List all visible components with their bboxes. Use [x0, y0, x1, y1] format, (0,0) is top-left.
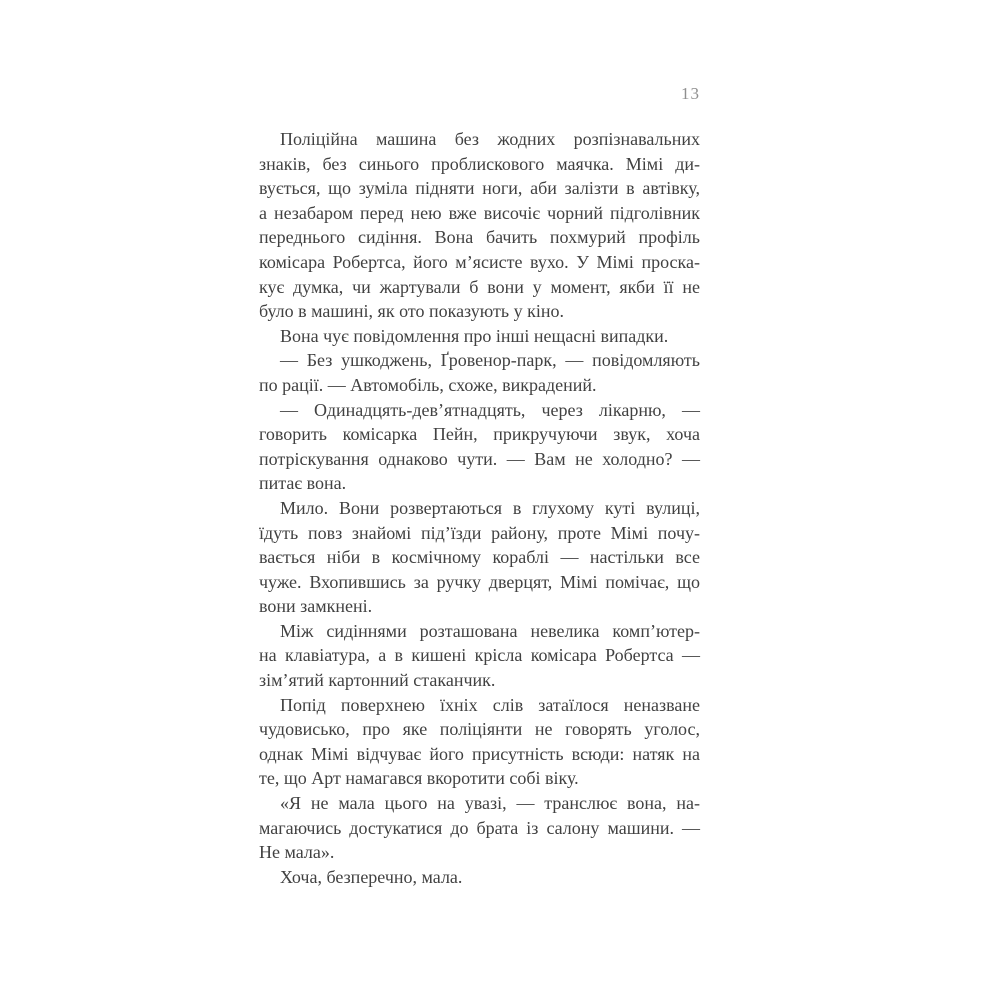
text-line: Між сидіннями розташована невелика комп’ютер- — [280, 620, 700, 641]
paragraph — [259, 496, 700, 619]
text-line: питає вона. — [259, 473, 347, 494]
page-text — [259, 127, 700, 889]
text-line: Попід поверхнею їхніх слів затаїлося неназване — [280, 694, 700, 715]
text-line: а незабаром перед нею вже височіє чорний підголівник — [259, 202, 700, 223]
text-line: зім’ятий картонний стаканчик. — [259, 670, 496, 691]
text-line: вони замкнені. — [259, 596, 373, 617]
text-line: по рації. — Автомобіль, схоже, викрадений. — [259, 374, 597, 395]
text-line: Не мала». — [259, 842, 335, 863]
text-line: потріскування однаково чути. — Вам не холодно? — — [259, 448, 700, 469]
text-line: Вона чує повідомлення про інші нещасні випадки. — [280, 325, 669, 346]
paragraph — [259, 324, 700, 349]
paragraph — [259, 791, 700, 865]
text-line: вується, що зуміла підняти ноги, аби залізти в автівку, — [259, 178, 700, 199]
text-line: однак Мімі відчуває його присутність всюди: натяк на — [259, 743, 700, 764]
paragraph — [259, 127, 700, 324]
text-line: вається ніби в космічному кораблі — настільки все — [259, 547, 700, 568]
text-line: говорить комісарка Пейн, прикручуючи звук, хоча — [259, 424, 700, 445]
text-line: чуже. Вхопившись за ручку дверцят, Мімі помічає, що — [259, 571, 700, 592]
paragraph — [259, 398, 700, 496]
text-line: їдуть повз знайомі під’їзди району, проте Мімі почу- — [259, 522, 700, 543]
paragraph — [259, 865, 700, 890]
text-line: знаків, без синього проблискового маячка. Мімі ди- — [259, 153, 700, 174]
text-line: було в машині, як ото показують у кіно. — [259, 301, 564, 322]
text-line: — Одинадцять-дев’ятнадцять, через лікарню, — — [280, 399, 700, 420]
text-line: «Я не мала цього на увазі, — транслює вона, на- — [280, 793, 700, 814]
text-line: те, що Арт намагався вкоротити собі віку. — [259, 768, 579, 789]
paragraph — [259, 348, 700, 397]
text-line: — Без ушкоджень, Ґровенор-парк, — повідомляють — [280, 350, 700, 371]
text-line: комісара Робертса, його м’ясисте вухо. У Мімі проска- — [259, 251, 700, 272]
text-line: Поліційна машина без жодних розпізнавальних — [280, 129, 700, 149]
text-line: Мило. Вони розвертаються в глухому куті вулиці, — [280, 497, 700, 518]
text-line: магаючись достукатися до брата із салону машини. — — [259, 817, 700, 838]
paragraph — [259, 693, 700, 791]
page-number: 13 — [681, 84, 700, 103]
text-line: переднього сидіння. Вона бачить похмурий профіль — [259, 227, 700, 248]
text-line: кує думка, чи жартували б вони у момент, якби її не — [259, 276, 700, 297]
paragraph — [259, 619, 700, 693]
text-line: Хоча, безперечно, мала. — [280, 866, 463, 887]
text-line: на клавіатура, а в кишені крісла комісара Робертса — — [259, 645, 700, 666]
text-line: чудовисько, про яке поліціянти не говорять уголос, — [259, 719, 700, 740]
